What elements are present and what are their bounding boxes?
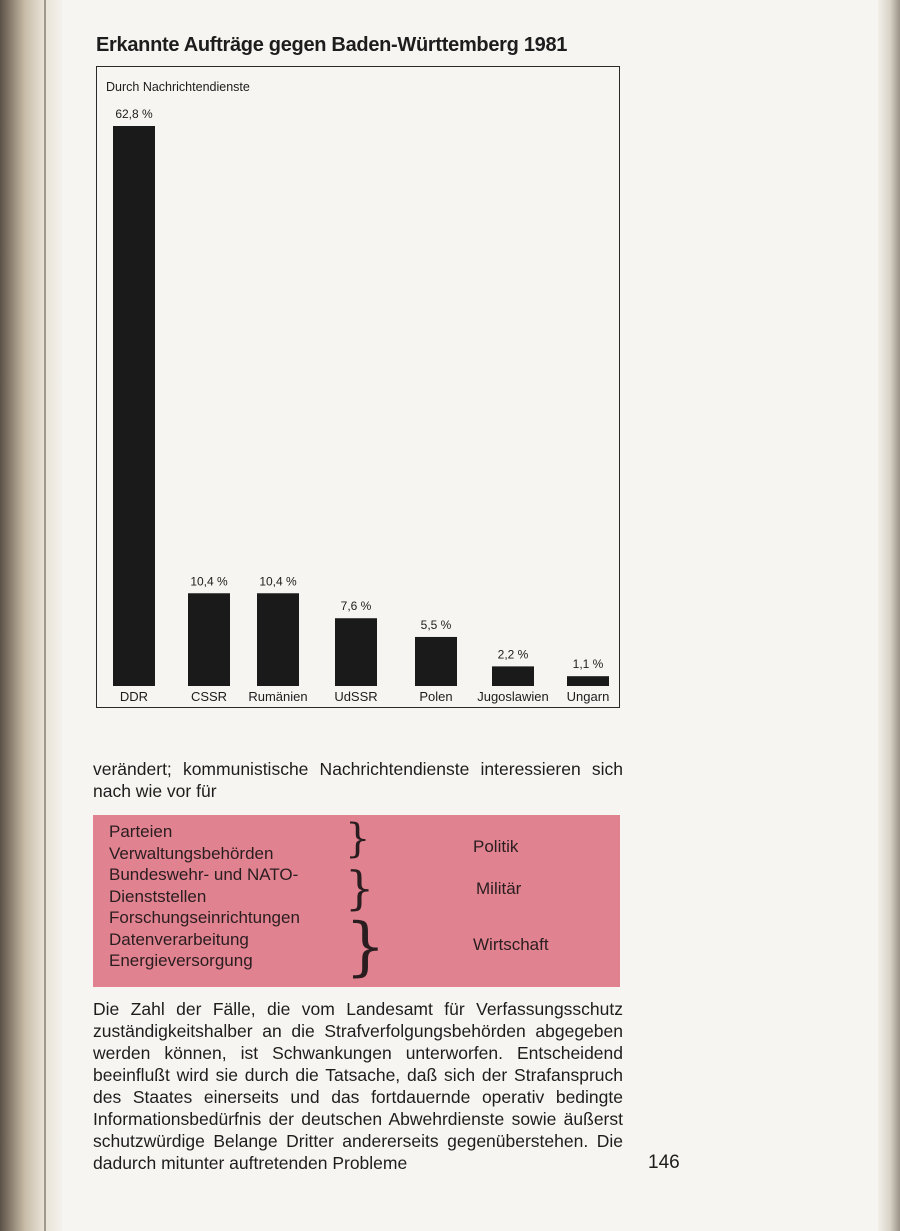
list-item: Datenverarbeitung xyxy=(109,929,249,949)
chart-subtitle: Durch Nachrichtendienste xyxy=(106,80,250,94)
interest-list xyxy=(109,821,300,972)
list-item: Verwaltungsbehörden xyxy=(109,843,274,863)
value-label: 2,2 % xyxy=(497,647,529,662)
list-item: Energieversorgung xyxy=(109,951,253,970)
category-label: Rumänien xyxy=(248,689,308,704)
intro-text: verändert; kommunistische Nachrichtendienste interessieren sich nach wie vor für xyxy=(93,759,623,801)
value-label: 5,5 % xyxy=(420,617,452,632)
binding-line xyxy=(44,0,46,1231)
bar-cssr xyxy=(188,593,230,686)
bar-ddr xyxy=(113,126,155,686)
list-item: Parteien xyxy=(109,822,173,841)
value-label: 10,4 % xyxy=(190,574,228,589)
bar-ungarn xyxy=(567,676,609,686)
list-item: Forschungseinrichtungen xyxy=(109,908,300,927)
value-label: 7,6 % xyxy=(340,599,372,614)
value-label: 62,8 % xyxy=(115,107,153,121)
brace-politik: } xyxy=(345,816,371,862)
category-label: DDR xyxy=(119,689,149,704)
category-label: CSSR xyxy=(190,689,228,704)
category-label: UdSSR xyxy=(334,689,378,704)
value-label: 1,1 % xyxy=(572,657,604,672)
category-wirtschaft: Wirtschaft xyxy=(473,935,549,954)
bar-udssr xyxy=(335,618,377,686)
brace-wirtschaft: } xyxy=(345,910,386,984)
chart-title: Erkannte Aufträge gegen Baden-Württemberg 1981 xyxy=(96,34,568,56)
book-binding-shadow xyxy=(0,0,62,1231)
category-label: Polen xyxy=(419,689,453,704)
value-label: 10,4 % xyxy=(259,574,297,589)
interest-box xyxy=(93,815,620,987)
bar-jugoslawien xyxy=(492,666,534,686)
category-label: Ungarn xyxy=(566,689,610,704)
category-label: Jugoslawien xyxy=(477,689,549,704)
page-edge-shadow xyxy=(878,0,900,1231)
page-number: 146 xyxy=(648,1152,680,1173)
bar-rumänien xyxy=(257,593,299,686)
body-paragraph: Die Zahl der Fälle, die vom Landesamt für Verfassungsschutz zuständigkeitshalber an die Strafverfolgungsbehörden abgegeben werden können, ist Schwankungen unterworfen. Entscheidend beeinflußt wird sie durch die Tatsache, daß sich der Strafanspruch des Staates einerseits und das fortdauernde operativ bedingte Informationsbedürfnis der deutschen Abwehrdienste sowie äußerst schutzwürdige Belange Dritter andererseits gegenüberstehen. Die dadurch mitunter auftretenden Probleme xyxy=(93,999,623,1173)
brace-militaer: } xyxy=(345,861,375,915)
bar-polen xyxy=(415,637,457,686)
bar-chart xyxy=(96,66,620,708)
category-militaer: Militär xyxy=(476,879,522,898)
list-item: Dienststellen xyxy=(109,886,207,906)
category-politik: Politik xyxy=(473,837,519,856)
list-item: Bundeswehr- und NATO- xyxy=(109,865,299,884)
